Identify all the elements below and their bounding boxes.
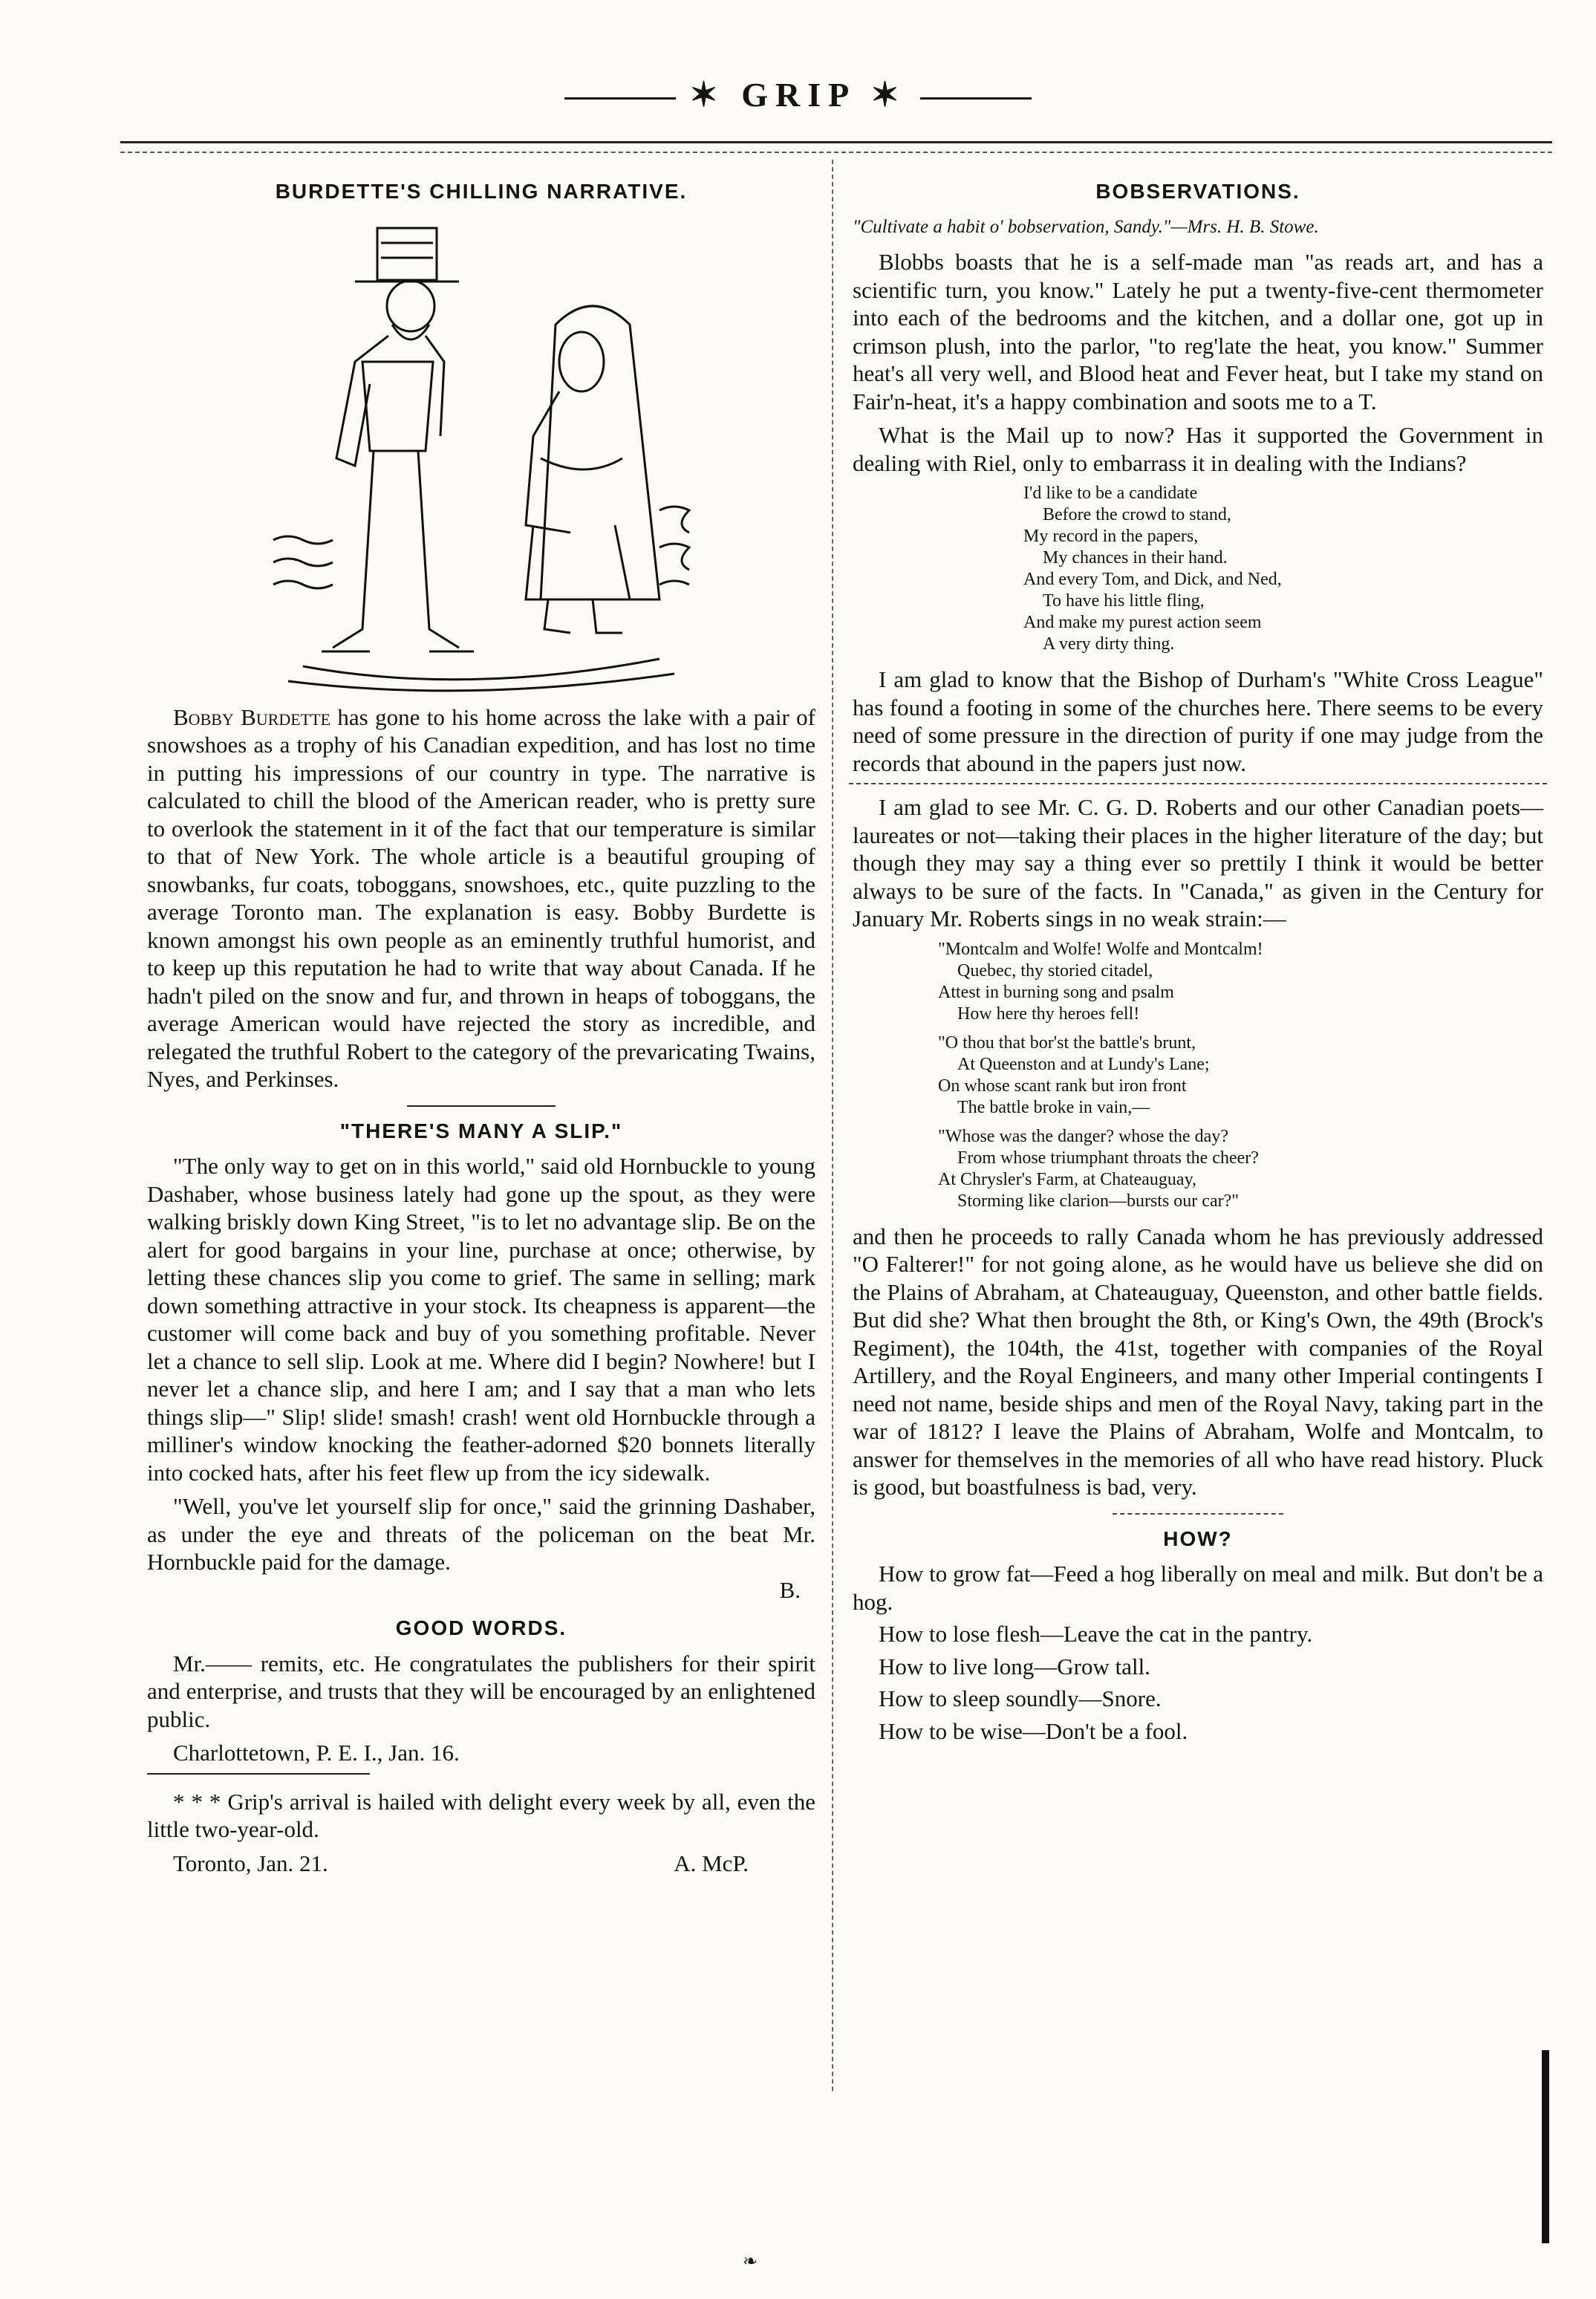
verse-line: A very dirty thing.	[1043, 634, 1175, 654]
how-line: How to be wise—Don't be a fool.	[879, 1717, 1188, 1744]
masthead-title: GRIP	[741, 76, 855, 114]
verse-canada	[938, 939, 1543, 1212]
verse-line: "Montcalm and Wolfe! Wolfe and Montcalm!	[938, 939, 1263, 959]
burdette-body	[147, 703, 815, 1093]
bobservations-paragraph-3: I am glad to know that the Bishop of Durham's "White Cross League" has found a footing in some of the churches here. There seems to be every need of some pressure in the direction of purity if one may judge from the records that abound in the papers just now.	[853, 666, 1543, 776]
section-rule	[407, 1105, 556, 1107]
verse-line: And make my purest action seem	[1023, 613, 1262, 632]
verse-stanza	[938, 1126, 1543, 1212]
burdette-heading: BURDETTE'S CHILLING NARRATIVE.	[275, 180, 688, 203]
verse-line: Before the crowd to stand,	[1043, 505, 1231, 524]
bobservations-heading: BOBSERVATIONS.	[1095, 180, 1300, 203]
slip-paragraph-2: "Well, you've let yourself slip for once," said the grinning Dashaber, as under the eye and threats of the policeman on the beat Mr. Hornbuckle paid for the damage.	[147, 1493, 815, 1575]
verse-line: To have his little fling,	[1043, 591, 1205, 611]
verse-line: I'd like to be a candidate	[1023, 484, 1198, 503]
right-column	[853, 167, 1543, 1749]
masthead-rule-left	[564, 97, 676, 100]
verse-line: At Queenston and at Lundy's Lane;	[957, 1054, 1210, 1074]
top-dashed-rule	[120, 152, 1552, 153]
how-rule	[1113, 1513, 1283, 1515]
left-column	[147, 167, 815, 1877]
verse-line: Quebec, thy storied citadel,	[957, 960, 1153, 981]
masthead-rule-right	[920, 97, 1032, 100]
verse-line: The battle broke in vain,—	[957, 1097, 1150, 1117]
verse-line: From whose triumphant throats the cheer?	[957, 1148, 1259, 1168]
how-line: How to grow fat—Feed a hog liberally on meal and milk. But don't be a hog.	[853, 1561, 1543, 1615]
top-rule	[120, 141, 1552, 143]
verse-stanza	[938, 1033, 1543, 1119]
section-rule-right	[849, 783, 1547, 784]
verse-line: My chances in their hand.	[1043, 548, 1228, 568]
masthead: ✶ GRIP ✶	[0, 74, 1596, 114]
top-hat-icon	[377, 228, 437, 280]
slip-signature: B.	[779, 1576, 801, 1603]
good-words-rule	[147, 1773, 370, 1775]
slip-heading: "THERE'S MANY A SLIP."	[339, 1119, 623, 1142]
page-mark: ❧	[743, 2252, 758, 2272]
how-line: How to live long—Grow tall.	[879, 1653, 1150, 1679]
good-words-paragraph: Mr.—— remits, etc. He congratulates the publishers for their spirit and enterprise, and trusts that they will be encouraged by an enlightened public.	[147, 1650, 815, 1732]
verse-line: How here thy heroes fell!	[957, 1004, 1140, 1024]
good-words-paragraph-2: * * * Grip's arrival is hailed with delight every week by all, even the little two-year-old.	[147, 1788, 815, 1842]
verse-line: Storming like clarion—bursts our car?"	[957, 1191, 1240, 1211]
bobservations-paragraph-1: Blobbs boasts that he is a self-made man "as reads art, and has a scientific turn, you know." Lately he put a twenty-five-cent thermometer into each of the bedrooms and the kitchen, and a dollar one, got up in crimson plush, into the parlor, "to reg'late the heat, you know." Summer heat's all very well, and Blood heat and Fever heat, but I take my stand on Fair'n-heat, it's a happy combination and soots me to a T.	[853, 249, 1543, 414]
column-divider	[832, 160, 833, 2091]
bobservations-paragraph-4: I am glad to see Mr. C. G. D. Roberts and our other Canadian poets—laureates or not—taking their places in the higher literature of the day; but though they may say a thing ever so prettily I think it would be better always to be sure of the facts. In "Canada," as given in the Century for January Mr. Roberts sings in no weak strain:—	[853, 794, 1543, 931]
verse-stanza	[938, 939, 1543, 1025]
margin-bar	[1542, 2050, 1549, 2243]
verse-line: On whose scant rank but iron front	[938, 1076, 1187, 1096]
verse-line: At Chrysler's Farm, at Chateauguay,	[938, 1169, 1197, 1189]
how-heading: HOW?	[1163, 1526, 1233, 1550]
cartoon-illustration	[244, 213, 719, 696]
good-words-place: Charlottetown, P. E. I., Jan. 16.	[173, 1740, 460, 1766]
verse-line: My record in the papers,	[1023, 527, 1199, 546]
good-words-signature: A. McP.	[674, 1850, 749, 1876]
burdette-lead-name: Bobby Burdette	[173, 703, 331, 730]
verse-line: "O thou that bor'st the battle's brunt,	[938, 1033, 1196, 1053]
slip-paragraph-1: "The only way to get on in this world," said old Hornbuckle to young Dashaber, whose business lately had gone up the spout, as they were walking briskly down King Street, "is to let no advantage slip. Be on the alert for good bargains in your line, purchase at once; otherwise, by letting these chances slip you come to grief. The same in selling; mark down something attractive in your stock. Its cheapness is apparent—the customer will come back and buy of you something profitable. Never let a chance to sell slip. Look at me. Where did I begin? Nowhere! but I never let a chance slip, and here I am; and I say that a man who lets things slip—" Slip! slide! smash! crash! went old Hornbuckle through a milliner's window knocking the feather-adorned $20 bonnets literally into cocked hats, after his feet flew up from the icy sidewalk.	[147, 1153, 815, 1486]
good-words-place-2: Toronto, Jan. 21.	[173, 1850, 328, 1876]
verse-line: Attest in burning song and psalm	[938, 982, 1174, 1002]
bobservations-epigraph: "Cultivate a habit o' bobservation, Sandy."—Mrs. H. B. Stowe.	[853, 216, 1319, 237]
bobservations-paragraph-2: What is the Mail up to now? Has it supported the Government in dealing with Riel, only to embarrass it in dealing with the Indians?	[853, 422, 1543, 476]
good-words-signature-line	[147, 1850, 815, 1878]
verse-line: And every Tom, and Dick, and Ned,	[1023, 570, 1282, 589]
bobservations-paragraph-5: and then he proceeds to rally Canada whom he has previously addressed "O Falterer!" for not going alone, as he would have us believe she did on the Plains of Abraham, at Chateauguay, Queenston, and other battle fields. But did she? What then brought the 8th, or King's Own, the 49th (Brock's Regiment), the 104th, the 41st, together with companies of the Royal Artillery, and the Royal Engineers, and many other Imperial contingents I need not name, beside ships and men of the Royal Navy, taking part in the war of 1812? I leave the Plains of Abraham, Wolfe and Montcalm, to answer for themselves in the memories of all who have read history. Pluck is good, but boastfulness is bad, very.	[853, 1223, 1543, 1500]
verse-line: "Whose was the danger? whose the day?	[938, 1126, 1228, 1146]
how-line: How to sleep soundly—Snore.	[879, 1685, 1162, 1711]
verse-candidate	[1023, 483, 1543, 655]
good-words-heading: GOOD WORDS.	[395, 1616, 567, 1639]
how-line: How to lose flesh—Leave the cat in the pantry.	[879, 1621, 1313, 1647]
burdette-text: has gone to his home across the lake with a pair of snowshoes as a trophy of his Canadian expedition, and has lost no time in putting his impressions of our country in type. The narrative is calculated to chill the blood of the American reader, who is pretty sure to overlook the statement in it of the fact that our temperature is similar to that of New York. The whole article is a beautiful grouping of snowbanks, fur coats, toboggans, snowshoes, etc., quite puzzling to the average Toronto man. The explanation is easy. Bobby Burdette is known amongst his own people as an eminently truthful humorist, and to keep up this reputation he had to write that way about Canada. If he hadn't piled on the snow and fur, and thrown in heaps of toboggans, the average American would have rejected the story as incredible, and relegated the truthful Robert to the category of the prevaricating Twains, Nyes, and Perkinses.	[147, 703, 815, 1092]
